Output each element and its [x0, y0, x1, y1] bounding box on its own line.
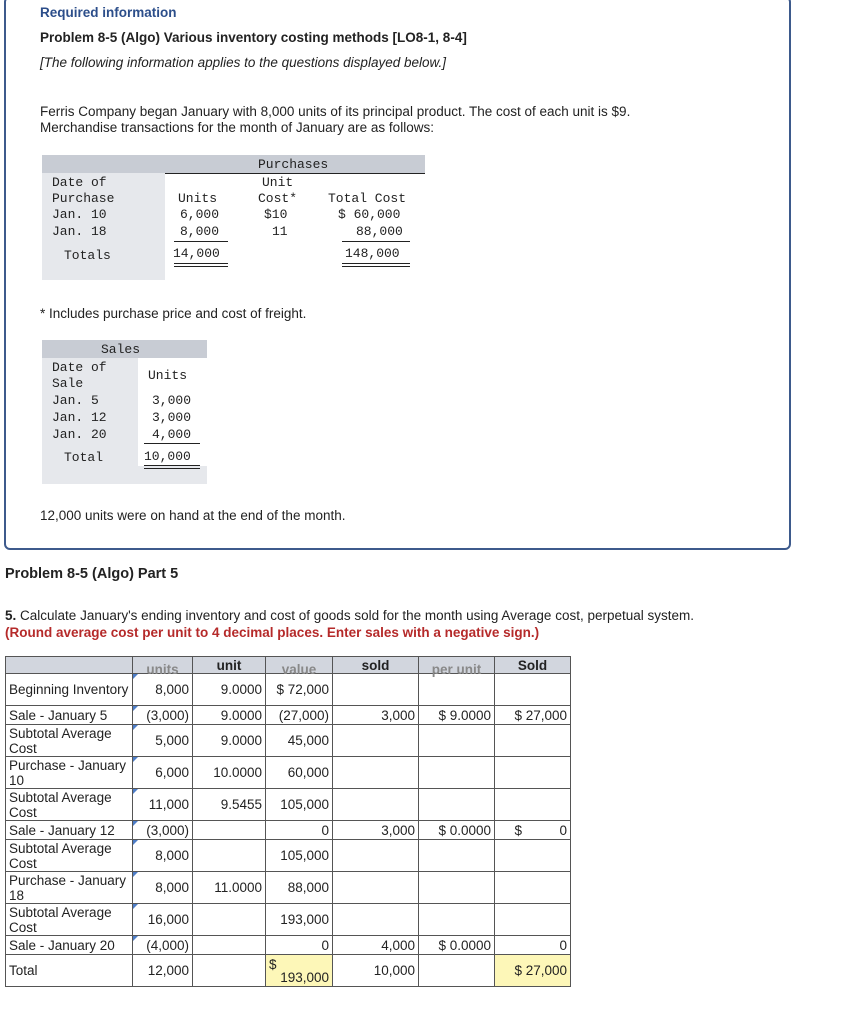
total-unit-cost-cell: [193, 955, 266, 987]
total-label: Total: [6, 955, 133, 987]
unit-cost-cell: 9.0000: [193, 674, 266, 706]
table-row: [6, 725, 571, 757]
col-purchase: Purchase: [52, 191, 115, 206]
units-input[interactable]: 8,000: [133, 872, 193, 904]
units-input[interactable]: 8,000: [133, 674, 193, 706]
total-inventory-value-cell: [266, 955, 333, 987]
units-sold-cell: 3,000: [333, 706, 419, 725]
total-double-rule: [342, 263, 410, 267]
part-title: Problem 8-5 (Algo) Part 5: [5, 566, 179, 582]
unit-cost-cell: [193, 904, 266, 936]
sale-date: Jan. 12: [52, 410, 107, 425]
col-sale: Sale: [52, 376, 84, 391]
purchase-total: 88,000: [356, 224, 403, 239]
cost-per-unit-sold-cell: [419, 725, 495, 757]
inventory-value-cell: 193,000: [266, 904, 333, 936]
total-units-cell: 12,000: [133, 955, 193, 987]
cost-per-unit-sold-cell: [419, 872, 495, 904]
header-cost-of-goods-sold: Sold: [495, 657, 571, 674]
subtotal-rule: [144, 443, 200, 444]
units-sold-cell: [333, 674, 419, 706]
table-row: [6, 904, 571, 936]
cogs-cell: [495, 789, 571, 821]
question-number: 5.: [5, 608, 17, 623]
question-text: [5, 608, 694, 623]
sale-date: Jan. 5: [52, 393, 99, 408]
question-body: Calculate January's ending inventory and cost of goods sold for the month using Average cost, perpetual system.: [20, 608, 695, 623]
row-label: Sale - January 12: [6, 821, 133, 840]
table-row: [6, 872, 571, 904]
header-blank: [6, 657, 133, 674]
units-input[interactable]: 16,000: [133, 904, 193, 936]
problem-title: Problem 8-5 (Algo) Various inventory costing methods [LO8-1, 8-4]: [40, 30, 467, 45]
header-inventory-value: value: [266, 657, 333, 674]
row-label: Sale - January 20: [6, 936, 133, 955]
header-units: units: [133, 657, 193, 674]
row-label: Sale - January 5: [6, 706, 133, 725]
col-cost: Cost*: [258, 191, 298, 206]
inventory-value-cell: 0: [266, 936, 333, 955]
cogs-cell: [495, 872, 571, 904]
units-sold-cell: [333, 904, 419, 936]
sale-units: 3,000: [152, 410, 192, 425]
table-row: [6, 757, 571, 789]
col-total-cost: Total Cost: [328, 191, 407, 206]
units-sold-cell: [333, 872, 419, 904]
cogs-cell: $ 27,000: [495, 706, 571, 725]
units-input[interactable]: 8,000: [133, 840, 193, 872]
table-row: [6, 706, 571, 725]
cost-per-unit-sold-cell: $ 0.0000: [419, 821, 495, 840]
intro-line-2: Merchandise transactions for the month of January are as follows:: [40, 120, 434, 135]
unit-cost-cell: 9.0000: [193, 706, 266, 725]
table-row: [6, 674, 571, 706]
inventory-value-cell: 45,000: [266, 725, 333, 757]
cost-per-unit-sold-cell: [419, 904, 495, 936]
cogs-cell: [495, 674, 571, 706]
ending-units-note: 12,000 units were on hand at the end of the month.: [40, 508, 346, 523]
cogs-cell: [495, 904, 571, 936]
units-sold-cell: 4,000: [333, 936, 419, 955]
cogs-cell: [495, 840, 571, 872]
col-units: Units: [148, 368, 188, 383]
row-label: Beginning Inventory: [6, 674, 133, 706]
following-note: [The following information applies to the questions displayed below.]: [40, 55, 446, 70]
unit-cost-cell: [193, 821, 266, 840]
inventory-value-cell: 60,000: [266, 757, 333, 789]
unit-cost-cell: 11.0000: [193, 872, 266, 904]
unit-cost-cell: 10.0000: [193, 757, 266, 789]
cost-per-unit-sold-cell: [419, 757, 495, 789]
col-units: Units: [178, 191, 218, 206]
required-information-heading: Required information: [40, 5, 177, 20]
units-input[interactable]: (3,000): [133, 821, 193, 840]
col-date-of: Date of: [52, 175, 107, 190]
units-sold-cell: [333, 725, 419, 757]
total-per-unit-cell: [419, 955, 495, 987]
subtotal-rule: [174, 241, 228, 242]
units-input[interactable]: (3,000): [133, 706, 193, 725]
purchase-total: $ 60,000: [338, 207, 401, 222]
inventory-value-cell: 105,000: [266, 789, 333, 821]
purchase-date: Jan. 18: [52, 224, 107, 239]
sale-units: 4,000: [152, 427, 192, 442]
table-header-row: [6, 657, 571, 674]
cogs-cell: $ 0: [495, 821, 571, 840]
row-label: Subtotal Average Cost: [6, 904, 133, 936]
total-row: [6, 955, 571, 987]
inventory-value-cell: 105,000: [266, 840, 333, 872]
row-label: Subtotal Average Cost: [6, 725, 133, 757]
table-row: [6, 840, 571, 872]
unit-cost-cell: 9.0000: [193, 725, 266, 757]
header-units-sold: sold: [333, 657, 419, 674]
purchases-group-label: Purchases: [258, 157, 329, 172]
total-units-sold-cell: 10,000: [333, 955, 419, 987]
total-double-rule: [174, 263, 228, 267]
cost-per-unit-sold-cell: [419, 674, 495, 706]
footnote: * Includes purchase price and cost of freight.: [40, 306, 307, 321]
totals-label: Totals: [64, 248, 111, 263]
units-sold-cell: 3,000: [333, 821, 419, 840]
cogs-cell: 0: [495, 936, 571, 955]
table-row: [6, 789, 571, 821]
row-label: Purchase - January 10: [6, 757, 133, 789]
totals-total: 148,000: [345, 246, 400, 261]
subtotal-rule: [342, 241, 410, 242]
purchases-group-rule: [165, 173, 425, 174]
intro-line-1: Ferris Company began January with 8,000 units of its principal product. The cost of each unit is $9.: [40, 104, 631, 119]
header-cost-per-unit-sold: per unit: [419, 657, 495, 674]
purchase-cost: 11: [272, 224, 288, 239]
cost-per-unit-sold-cell: $ 0.0000: [419, 936, 495, 955]
row-label: Purchase - January 18: [6, 872, 133, 904]
cost-per-unit-sold-cell: $ 9.0000: [419, 706, 495, 725]
cost-per-unit-sold-cell: [419, 840, 495, 872]
total-label: Total: [64, 450, 104, 465]
sales-group-label: Sales: [101, 342, 141, 357]
row-label: Subtotal Average Cost: [6, 840, 133, 872]
cogs-cell: [495, 757, 571, 789]
units-sold-cell: [333, 840, 419, 872]
inventory-value-cell: $ 72,000: [266, 674, 333, 706]
inventory-value-cell: (27,000): [266, 706, 333, 725]
unit-cost-cell: [193, 936, 266, 955]
average-cost-table: [5, 656, 571, 987]
row-label: Subtotal Average Cost: [6, 789, 133, 821]
totals-units: 14,000: [173, 246, 220, 261]
purchase-date: Jan. 10: [52, 207, 107, 222]
col-unit: Unit: [262, 175, 294, 190]
table-row: [6, 936, 571, 955]
sale-date: Jan. 20: [52, 427, 107, 442]
total-units: 10,000: [144, 449, 191, 464]
cogs-cell: [495, 725, 571, 757]
total-cogs-cell: $ 27,000: [495, 955, 571, 987]
purchase-units: 8,000: [180, 224, 220, 239]
cost-per-unit-sold-cell: [419, 789, 495, 821]
unit-cost-cell: [193, 840, 266, 872]
total-inventory-value: 193,000: [280, 969, 329, 985]
rounding-instruction: (Round average cost per unit to 4 decimal places. Enter sales with a negative sign.): [5, 625, 540, 640]
sale-units: 3,000: [152, 393, 192, 408]
table-row: [6, 821, 571, 840]
total-dollar-sign: $: [269, 956, 277, 972]
purchases-table-header: [42, 155, 425, 173]
units-sold-cell: [333, 757, 419, 789]
inventory-value-cell: 0: [266, 821, 333, 840]
units-input[interactable]: (4,000): [133, 936, 193, 955]
total-double-rule: [144, 465, 200, 469]
col-date-of: Date of: [52, 360, 107, 375]
units-input[interactable]: 6,000: [133, 757, 193, 789]
intro-text: [40, 104, 760, 136]
units-input[interactable]: 11,000: [133, 789, 193, 821]
purchase-cost: $10: [264, 207, 288, 222]
header-cost-per-unit: unit: [193, 657, 266, 674]
purchase-units: 6,000: [180, 207, 220, 222]
unit-cost-cell: 9.5455: [193, 789, 266, 821]
units-input[interactable]: 5,000: [133, 725, 193, 757]
units-sold-cell: [333, 789, 419, 821]
inventory-value-cell: 88,000: [266, 872, 333, 904]
